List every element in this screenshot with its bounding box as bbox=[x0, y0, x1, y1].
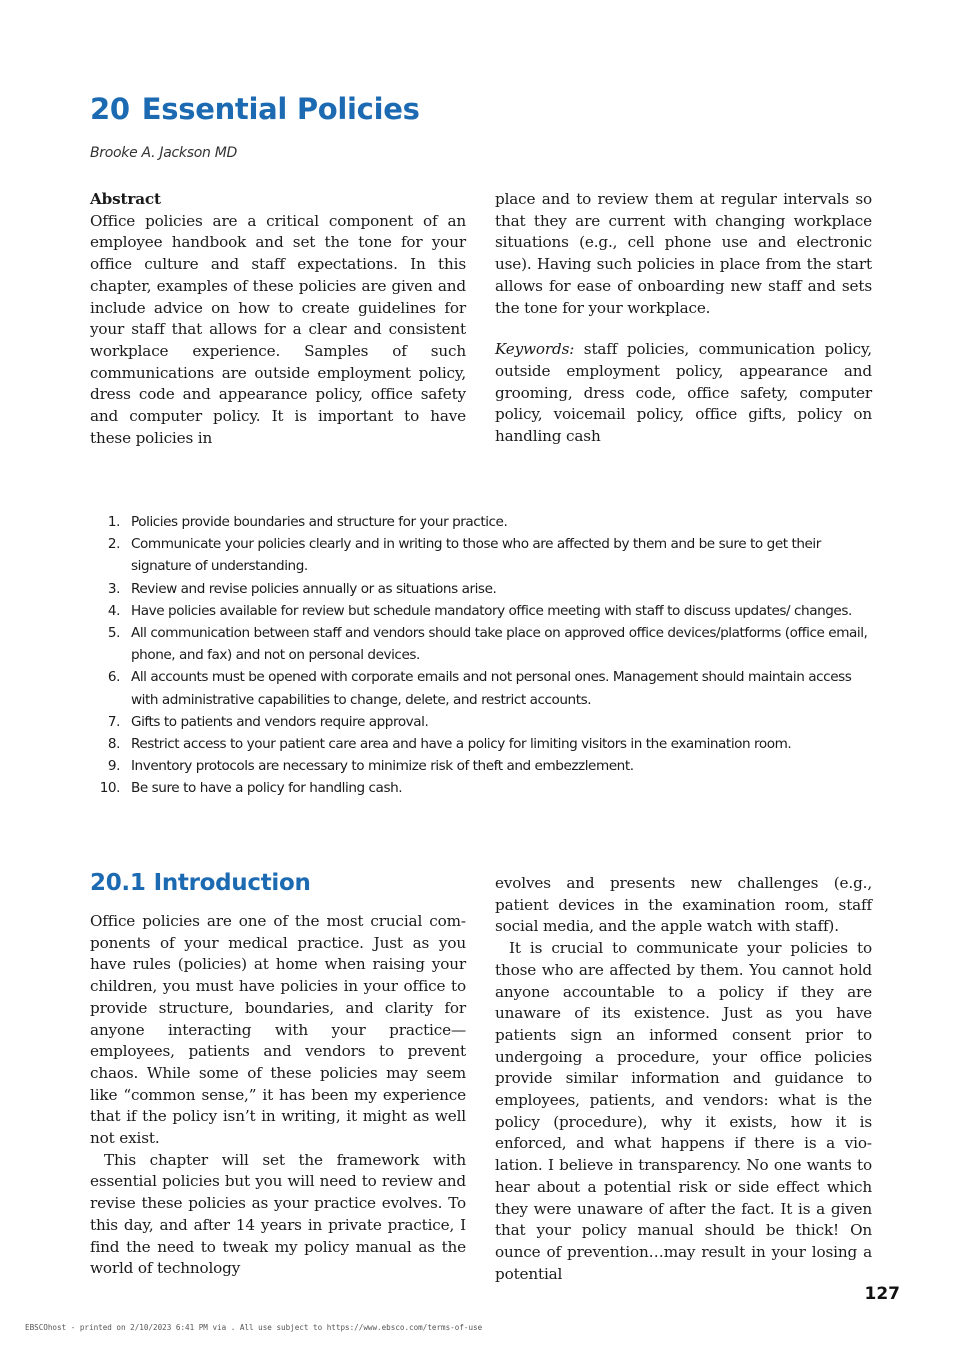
introduction-column-left bbox=[90, 911, 466, 1280]
keywords bbox=[495, 339, 872, 448]
key-point-text: Communicate your policies clearly and in writing to those who are affected by them and be sure to get their signature of understanding. bbox=[131, 536, 821, 575]
key-point-item bbox=[90, 622, 870, 666]
abstract-text-right: place and to review them at regular intervals so that they are current with changing workplace situations (e.g., cell phone use and electronic use). Having such policies in place from the start allows for ease of onboarding new staff and sets the tone for your workplace. bbox=[495, 190, 872, 317]
key-point-number: 1. bbox=[107, 514, 120, 530]
key-point-item bbox=[90, 578, 870, 600]
section-title bbox=[90, 870, 311, 896]
page-number: 127 bbox=[864, 1284, 900, 1304]
key-point-number: 6. bbox=[107, 669, 120, 686]
key-point-number: 5. bbox=[107, 625, 120, 642]
intro-paragraph-1: Office policies are one of the most crucial components of your medical practice. Just as you have rules (policies) at home when raising your children, you must have policies in your office to provide structure, boundaries, and clarity for anyone interacting with your practice—employees, patients and vendors to prevent chaos. While some of these policies may seem like “common sense,” it has been my experience that if the policy isn’t in writing, it might as well not exist. bbox=[90, 912, 466, 1148]
key-point-number: 7. bbox=[107, 713, 120, 730]
abstract-column-left bbox=[90, 189, 466, 449]
intro-paragraph-3: It is crucial to communicate your policies to those who are affected by them. You cannot hold anyone accountable to a policy if they are unaware of its existence. Just as you have patients sign an informed consent prior to undergoing a procedure, your office policies provide similar information and guidance to employees, patients, and vendors: what is the policy (procedure), why it exists, how it is enforced, and what happens if there is a violation. I believe in transparency. No one wants to hear about a potential risk or side effect which they were unaware of after the fact. It is a given that your policy manual should be thick! On ounce of prevention…may result in your losing a potential bbox=[495, 939, 872, 1283]
key-point-text: Gifts to patients and vendors require approval. bbox=[131, 713, 429, 730]
key-point-number: 4. bbox=[107, 602, 120, 619]
intro-paragraph-2-continued: evolves and presents new challenges (e.g., patient devices in the examination room, staff social media, and the apple watch with staff). bbox=[495, 874, 872, 936]
section-title-text: Introduction bbox=[153, 870, 311, 896]
chapter-title bbox=[90, 92, 420, 126]
key-point-item bbox=[90, 666, 870, 710]
key-point-text: Restrict access to your patient care area and have a policy for limiting visitors in the examination room. bbox=[131, 736, 792, 753]
chapter-title-text: Essential Policies bbox=[141, 92, 420, 126]
abstract-column-right bbox=[495, 189, 872, 448]
key-point-item bbox=[90, 755, 870, 777]
abstract-heading: Abstract bbox=[90, 190, 161, 208]
introduction-column-right bbox=[495, 873, 872, 1285]
keywords-label: Keywords: bbox=[495, 340, 575, 359]
intro-paragraph-2: This chapter will set the framework with essential policies but you will need to review and revise these policies as your practice evolves. To this day, and after 14 years in private practice, I find the need to tweak my policy manual as the world of technology bbox=[90, 1150, 466, 1278]
key-point-number: 3. bbox=[107, 580, 120, 597]
key-point-item bbox=[90, 733, 870, 755]
key-point-text: All accounts must be opened with corporate emails and not personal ones. Management should maintain access with administrative capabilities to change, delete, and restrict accounts. bbox=[131, 669, 852, 708]
key-point-text: Be sure to have a policy for handling cash. bbox=[131, 780, 403, 797]
key-point-number: 2. bbox=[107, 536, 120, 553]
key-point-number: 8. bbox=[107, 736, 120, 753]
print-footer: EBSCOhost - printed on 2/10/2023 6:41 PM via . All use subject to https://www.ebsco.com/terms-of-use bbox=[25, 1323, 483, 1332]
keywords-text: staff policies, communication policy, outside employment policy, appearance and grooming, dress code, office safety, computer policy, voicemail policy, office gifts, policy on handling cash bbox=[495, 340, 872, 446]
key-point-item bbox=[90, 711, 870, 733]
key-point-text: Inventory protocols are necessary to minimize risk of theft and embezzlement. bbox=[131, 758, 634, 775]
chapter-author: Brooke A. Jackson MD bbox=[90, 145, 237, 161]
key-point-text: Have policies available for review but schedule mandatory office meeting with staff to discuss updates/ changes. bbox=[131, 602, 852, 619]
key-point-number: 9. bbox=[107, 758, 120, 775]
abstract-text-left: Office policies are a critical component of an employee handbook and set the tone for your office culture and staff expectations. In this chapter, examples of these policies are given and include advice on how to create guidelines for your staff that allows for a clear and consistent workplace experience. Samples of such communications are outside employment policy, dress code and appearance policy, office safety and computer policy. It is important to have these policies in bbox=[90, 211, 466, 447]
key-point-item bbox=[90, 600, 870, 622]
key-point-item bbox=[90, 533, 870, 577]
key-point-item bbox=[90, 777, 870, 799]
key-point-item bbox=[90, 511, 870, 533]
chapter-number: 20 bbox=[90, 92, 130, 126]
key-point-number: 10. bbox=[99, 780, 120, 797]
section-number: 20.1 bbox=[90, 870, 146, 896]
key-points-list bbox=[90, 511, 870, 800]
key-point-text: Review and revise policies annually or as situations arise. bbox=[131, 580, 497, 597]
key-point-text: All communication between staff and vendors should take place on approved office devices/platforms (office email, phone, and fax) and not on personal devices. bbox=[131, 625, 868, 664]
key-point-text: Policies provide boundaries and structure for your practice. bbox=[131, 514, 508, 530]
